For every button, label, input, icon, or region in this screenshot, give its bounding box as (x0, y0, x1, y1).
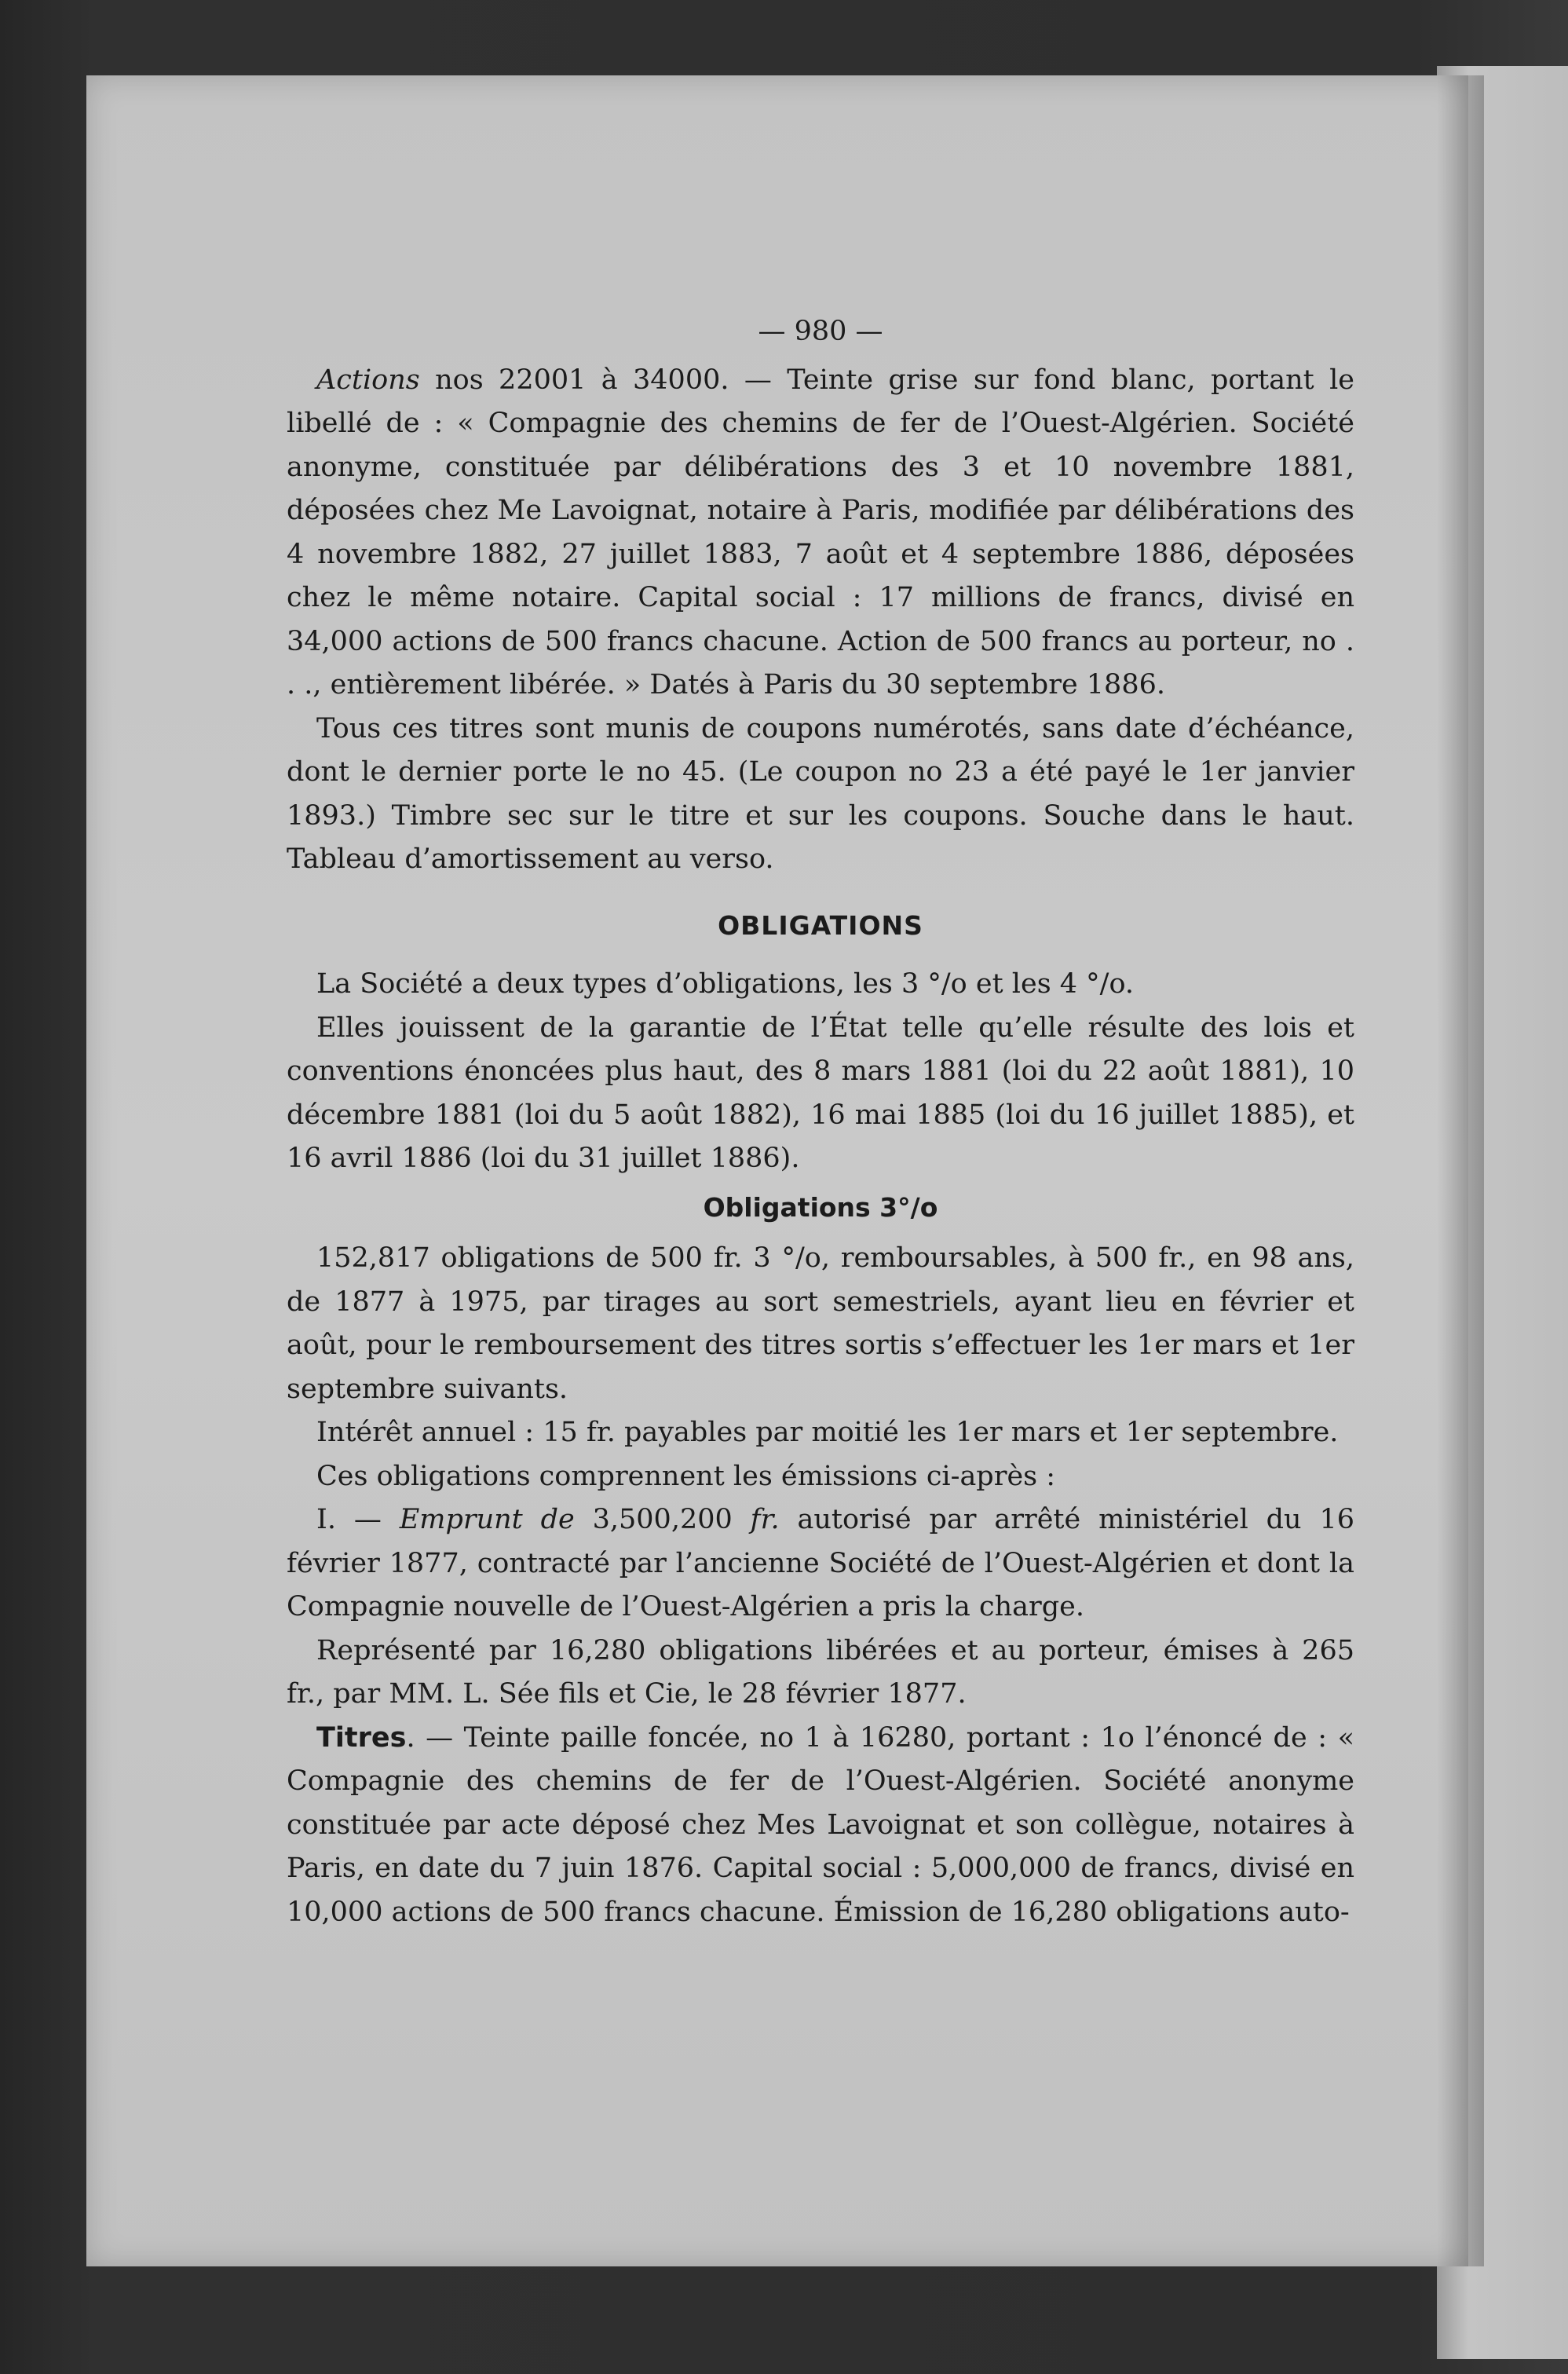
subheading-obligations-3pct: Obligations 3°/o (703, 1191, 938, 1223)
page-gutter-shadow (1437, 75, 1484, 2266)
emprunt-italic-1: Emprunt de (399, 1504, 575, 1535)
actions-body: nos 22001 à 34000. — Teinte grise sur fond blanc, portant le libellé de : « Compagnie des chemins de fer de l’Ouest-Algérien. Société anonyme, constituée par délibérations des 3 et 10 novembre 1881, déposées chez Me Lavoignat, notaire à Paris, modifiée par délibérations des 4 novembre 1882, 27 juillet 1883, 7 août et 4 septembre 1886, déposées chez le même notaire. Capital social : 17 millions de francs, divisé en 34,000 actions de 500 francs chacune. Action de 500 francs au porteur, no . . ., entièrement libérée. » Datés à Paris du 30 septembre 1886. (287, 364, 1354, 700)
paragraph-garantie: Elles jouissent de la garantie de l’État telle qu’elle résulte des lois et conventions énoncées plus haut, des 8 mars 1881 (loi du 22 août 1881), 10 décembre 1881 (loi du 5 août 1882), 16 mai 1885 (loi du 16 juillet 1885), et 16 avril 1886 (loi du 31 juillet 1886). (287, 1011, 1354, 1174)
paragraph-coupons: Tous ces titres sont munis de coupons numérotés, sans date d’échéance, dont le dernier porte le no 45. (Le coupon no 23 a été payé le 1er janvier 1893.) Timbre sec sur le titre et sur les coupons. Souche dans le haut. Tableau d’amortissement au verso. (287, 712, 1354, 875)
titres-lead: Titres (316, 1721, 407, 1754)
paragraph-titres (287, 1717, 1354, 1935)
document-text (287, 310, 1354, 1934)
paragraph-emprunt (287, 1498, 1354, 1630)
paragraph-emissions: Ces obligations comprennent les émissions ci-après : (316, 1460, 1056, 1492)
emprunt-lead: I. — (316, 1504, 400, 1535)
paragraph-actions (287, 359, 1354, 708)
emprunt-amount: 3,500,200 (574, 1504, 751, 1535)
paragraph-represente: Représenté par 16,280 obligations libérées et au porteur, émises à 265 fr., par MM. L. Sée fils et Cie, le 28 février 1877. (287, 1634, 1354, 1710)
paragraph-obligations-count: 152,817 obligations de 500 fr. 3 °/o, remboursables, à 500 fr., en 98 ans, de 1877 à 1975, par tirages au sort semestriels, ayant lieu en février et août, pour le remboursement des titres sortis s’effectuer les 1er mars et 1er septembre suivants. (287, 1242, 1354, 1405)
section-heading-obligations: OBLIGATIONS (718, 909, 923, 941)
emprunt-body: autorisé par arrêté ministériel du 16 février 1877, contracté par l’ancienne Société de l’Ouest-Algérien et dont la Compagnie nouvelle de l’Ouest-Algérien a pris la charge. (287, 1504, 1355, 1622)
paragraph-interet: Intérêt annuel : 15 fr. payables par moitié les 1er mars et 1er septembre. (316, 1417, 1339, 1448)
page-number: — 980 — (758, 316, 883, 347)
paragraph-types: La Société a deux types d’obligations, les 3 °/o et les 4 °/o. (316, 968, 1135, 1000)
emprunt-italic-2: fr. (750, 1504, 780, 1535)
actions-lead: Actions (316, 364, 420, 396)
titres-body: . — Teinte paille foncée, no 1 à 16280, portant : 1o l’énoncé de : « Compagnie des chemins de fer de l’Ouest-Algérien. Société anonyme constituée par acte déposé chez Mes Lavoignat et son collègue, notaires à Paris, en date du 7 juin 1876. Capital social : 5,000,000 de francs, divisé en 10,000 actions de 500 francs chacune. Émission de 16,280 obligations auto- (287, 1721, 1354, 1928)
